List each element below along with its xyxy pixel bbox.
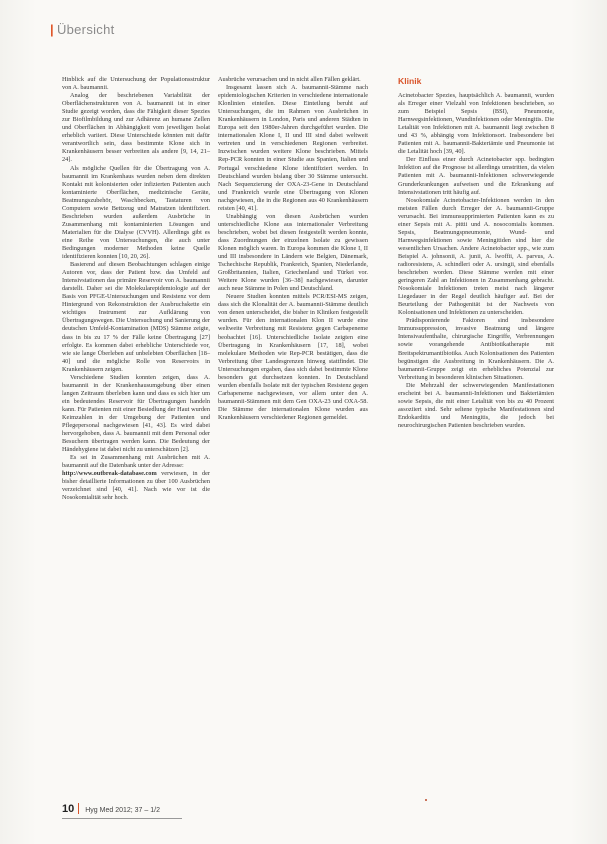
text-column-2 [218, 76, 368, 422]
paragraph: Es sei in Zusammenhang mit Ausbrüchen mit A. baumannii auf die Datenbank unter der Adresse: [62, 454, 210, 470]
paragraph: Verschiedene Studien konnten zeigen, dass A. baumannii in der Krankenhausumgebung über einen langen Zeitraum überleben kann und dass es sich hier um ein bedeutendes Reservoir für Übertragungen handeln kann. Für Patienten mit einer Besiedlung der Haut wurden Keimzahlen in der Umgebung der Patienten und Pflegepersonal nachgewiesen [41, 43]. Es wird dabei hervorgehoben, dass A. baumannii mit dem Personal oder Besuchern übertragen werden kann. Die Bedeutung der Händehygiene ist dabei nicht zu unterschätzen [2]. [62, 373, 210, 454]
paragraph: Unabhängig von diesen Ausbrüchen wurden unterschiedliche Klone aus internationaler Verbreitung beschrieben, wobei bei diesen festgestellt werden konnte, dass Zuordnungen der einzelnen Isolate zu gewissen Klonen möglich waren. In Europa kommen die Klone I, II und III insbesondere in Ländern wie Belgien, Dänemark, Tschechische Republik, Frankreich, Spanien, Niederlande, Großbritannien, Italien, Griechenland und Türkei vor. Weitere Klone wurden [36–38] nachgewiesen, darunter auch neue Stämme in Polen und Deutschland. [218, 212, 368, 293]
paragraph: Basierend auf diesen Beobachtungen schlagen einige Autoren vor, dass der Patient bzw. das Umfeld auf Intensivstationen das primäre Reservoir von A. baumannii darstellt. Daher sei die Molekularepidemiologie auf der Basis von PFGE-Untersuchungen und Resistenz vor dem Hintergrund von Rekonstruktion der Ausbruchskette ein wichtiges Instrument zur Aufklärung von Übertragungswegen. Die Untersuchung und Sanierung der deutschen Umfeld-Kontamination (MDS) Stämme zeigte, dass in bis zu 17 % der Fälle keine Übertragung [27] erfolgte. Es kommen dabei erhebliche Unterschiede vor, wie sie lange Überleben auf unbelebten Oberflächen [18–40] und die mögliche Rolle von Reservoirs in Krankenhäusern zeigen. [62, 261, 210, 373]
paragraph: Die Mehrzahl der schwerwiegenden Manifestationen erscheint bei A. baumannii-Infektionen und Bakteriämien sowie Sepsis, die mit einer Letalität von bis zu 40 Prozent assoziiert sind. Sehr seltene typische Manifestationen sind Endokarditis und Meningitis, die jedoch bei neurochirurgischen Patienten beschrieben wurden. [398, 381, 554, 429]
paragraph: Neuere Studien konnten mittels PCR/ESI-MS zeigen, dass sich die Klonalität der A. baumannii-Stämme deutlich von denen unterscheidet, die bisher in Kliniken festgestellt wurden. Für den internationalen Klon II wurde eine weltweite Verbreitung mit Resistenz gegen Carbapeneme beobachtet [16]. Unterschiedliche Isolate zeigten eine Übertragung in Krankenhäusern [17, 18], wobei molekulare Methoden wie Rep-PCR bestätigen, dass die Verbreitung über Landesgrenzen hinweg stattfindet. Die Untersuchungen ergaben, dass sich dabei bestimmte Klone besonders gut durchsetzen konnten. In Deutschland wurden ebenfalls Isolate mit der typischen Resistenz gegen Carbapeneme nachgewiesen, vor allem unter den A. baumannii-Stämmen mit dem Gen OXA-23 und OXA-58. Die Stämme der internationalen Klone wurden aus Krankenhäusern verschiedener Regionen gemeldet. [218, 293, 368, 421]
paragraph-tail: verwiesen, in der bisher detaillierte Informationen zu über 100 Ausbrüchen verzeichnet sind [40, 41]. Nach wie vor ist die Nosokomialität sehr hoch. [62, 470, 210, 502]
text-column-3 [398, 76, 554, 430]
page-mark [425, 799, 427, 801]
paragraph: Als mögliche Quellen für die Übertragung von A. baumannii im Krankenhaus wurden neben dem direkten Kontakt mit kolonisierten oder infizierten Patienten auch kontaminierte Oberflächen, medizinische Geräte, Beatmungszubehör, Waschbecken, Tastaturen von Computern sowie Bettzeug und Matratzen identifiziert. Beschrieben wurden außerdem Ausbrüche in Zusammenhang mit kontaminierten Lösungen und Materialien für die Dialyse (CVVH). Allerdings gibt es eine Reihe von Untersuchungen, die auch unter Bedingungen moderner Methoden keine Quelle identifizieren konnten [10, 20, 26]. [62, 164, 210, 261]
paragraph: Analog der beschriebenen Variabilität der Oberflächenstrukturen von A. baumannii ist in einer Studie gezeigt worden, dass die Fähigkeit dieser Spezies zur Biofilmbildung und zur Adhärenz an humane Zellen und Oberflächen in Abhängigkeit vom jeweiligen Isolat erheblich variiert. Diese Unterschiede könnten mit dafür verantwortlich sein, dass bestimmte Klone sich in Krankenhäusern besser verbreiten als andere [9, 14, 21–24]. [62, 92, 210, 164]
subsection-title-klinik: Klinik [398, 76, 422, 86]
outbreak-database-link[interactable]: http://www.outbreak-database.com [62, 470, 157, 478]
paragraph: Ausbrüche verursachen und in nicht allen Fällen geklärt. [218, 76, 361, 83]
footer-separator [78, 803, 79, 814]
footer-rule [62, 818, 182, 819]
paragraph: Nosokomiale Acinetobacter-Infektionen werden in den meisten Fällen durch Erreger der A. baumannii-Gruppe verursacht. Bei immunsupprimierten Patienten kann es zu einer Sepsis mit A. pittii und A. nosocomialis kommen. Sepsis, Beatmungspneumonie, Wund- und Harnwegsinfektionen sowie Meningitiden sind hier die wesentlichen Ursachen. Andere Acinetobacter spp., wie zum Beispiel A. johnsonii, A. junii, A. lwoffii, A. parvus, A. radioresistens, A. schindleri oder A. ursingii, sind ebenfalls beschrieben worden. Diese Stämme werden mit einer geringeren Zahl an Infektionen in Zusammenhang gebracht. Nosokomiale Infektionen treten meist nach längerer Liegedauer in der Regel deutlich häufiger auf. Bei der Beurteilung der Pathogenität ist der Nachweis von Kolonisationen und Infektionen zu unterscheiden. [398, 196, 554, 317]
paragraph: Insgesamt lassen sich A. baumannii-Stämme nach epidemiologischen Kriterien in verschiedene internationale Klonlinien einteilen. Diese Einteilung beruht auf Untersuchungen, die im Rahmen von Ausbrüchen in Krankenhäusern in London, Paris und anderen Städten in Europa seit den 1980er-Jahren durchgeführt wurden. Die internationalen Klone I, II und III sind dabei weltweit vertreten und in verschiedenen Regionen verbreitet. Inzwischen wurden weitere Klone beschrieben. Mittels Rep-PCR konnten in einer Studie aus Spanien, Italien und Portugal verschiedene Klone identifiziert werden. In Deutschland wurden bislang über 30 Stämme untersucht. Nach Sequenzierung der OXA-23-Gene in Deutschland und Frankreich wurde eine Übertragung von Klonen nachgewiesen, die in die Regionen aus 40 Krankenhäusern reisten [40, 41]. [218, 84, 368, 212]
paragraph: Prädisponierende Faktoren sind insbesondere Immunsuppression, invasive Beatmung und längere Intensivaufenthalte, chirurgische Eingriffe, Verbrennungen sowie vorangehende Antibiotikatherapie mit Breitspektrumantibiotika. Auch Kolonisationen des Patienten begünstigen die Ausbreitung in Krankenhäusern. Die A. baumannii-Gruppe zeigt ein erhebliches Potenzial zur Verbreitung in besonderen klinischen Situationen. [398, 317, 554, 381]
text-column-1 [62, 76, 210, 502]
page-number: 10 [62, 803, 75, 815]
paragraph: Acinetobacter Spezies, hauptsächlich A. baumannii, wurden als Erreger einer Vielzahl von Infektionen beschrieben, so zum Beispiel Sepsis (BSI), Pneumonie, Harnwegsinfektionen, Wundinfektionen oder Meningitis. Die Letalität von Infektionen mit A. baumannii liegt zwischen 8 und 43 %, abhängig vom Infektionsort. Insbesondere bei Patienten mit A. baumannii-Bakteriämie und Pneumonie ist die Letalität hoch [39, 40]. [398, 92, 554, 156]
paragraph: Hinblick auf die Untersuchung der Populationsstruktur von A. baumannii. [62, 76, 210, 92]
section-title: Übersicht [56, 22, 115, 37]
paragraph: Der Einfluss einer durch Acinetobacter spp. bedingten Infektion auf die Prognose ist allerdings umstritten, da vielen Patienten mit A. baumannii-Infektionen schwerwiegende Grunderkrankungen aufweisen und die Erkrankung auf Intensivstationen tritt häufig auf. [398, 156, 554, 196]
journal-citation: Hyg Med 2012; 37 – 1/2 [85, 807, 160, 814]
section-header-bar: | [50, 22, 54, 37]
section-header [50, 22, 115, 37]
page-footer [62, 803, 160, 815]
